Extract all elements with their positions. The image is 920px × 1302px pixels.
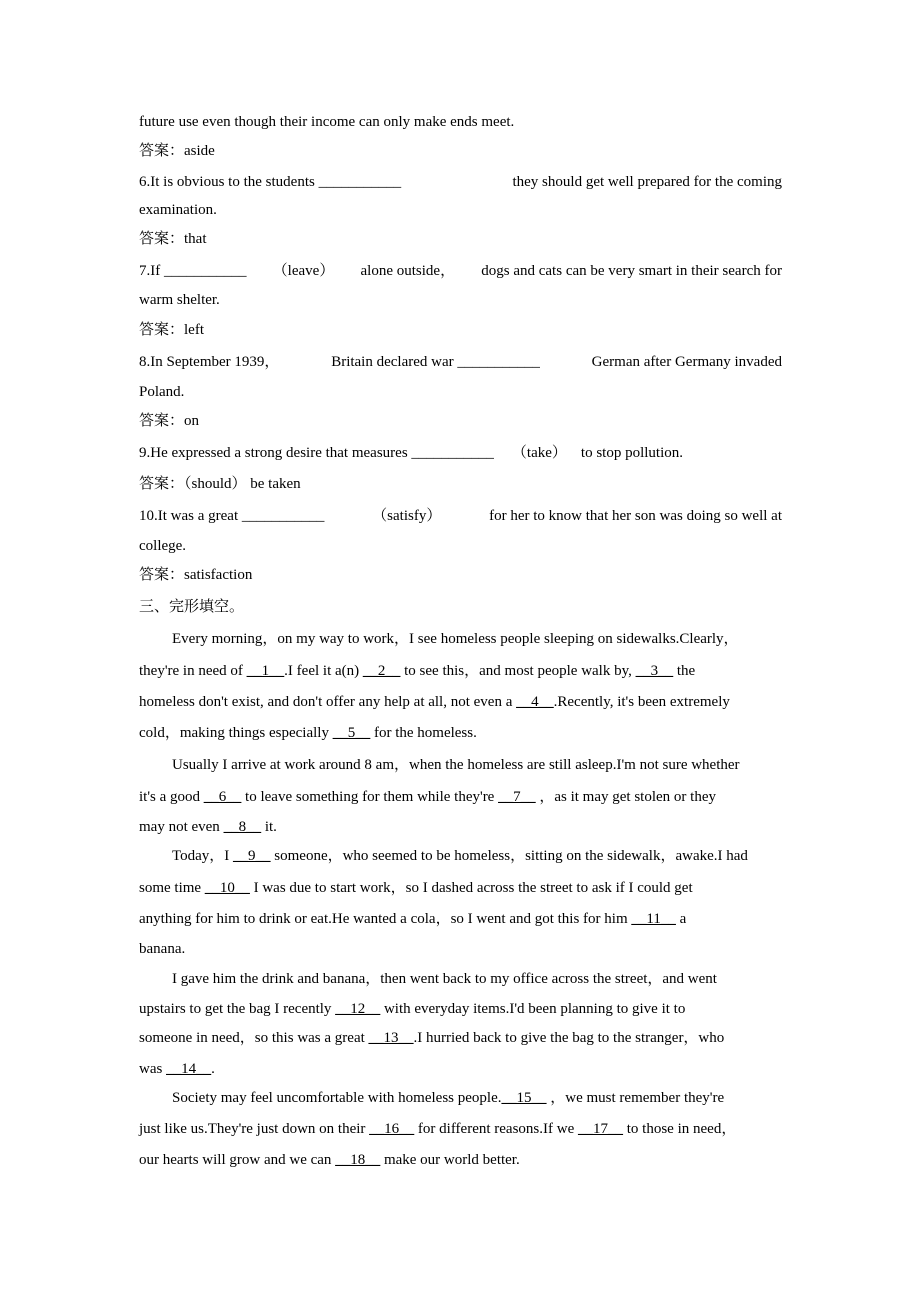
line-text: to leave something for them while they're (241, 789, 499, 805)
line-text: was (139, 1061, 167, 1077)
answer-text: 答案：left (139, 322, 204, 338)
paragraph-line (139, 817, 782, 837)
answer-line (139, 411, 782, 431)
line-text: homeless don't exist, and don't offer any help at all, not even a (139, 694, 517, 710)
line-text: Usually I arrive at work around 8 am，when the homeless are still asleep.I'm not sure whether (172, 757, 740, 773)
line-text: .Recently, it's been extremely (553, 694, 730, 710)
paragraph-line (139, 999, 782, 1019)
blank-8: __8__ (223, 819, 262, 835)
question-text: German after Germany invaded (591, 354, 782, 370)
answer-line (139, 320, 782, 340)
paragraph-line (172, 755, 782, 775)
line-text: .I feel it a(n) (284, 663, 363, 679)
blank-4: __4__ (516, 694, 554, 710)
paragraph-line (139, 1059, 782, 1079)
blank-10: __10__ (204, 880, 250, 896)
line-text: to see this，and most people walk by, (400, 663, 636, 679)
line-text: examination. (139, 202, 217, 218)
text-line (139, 290, 782, 310)
blank-6: __6__ (203, 789, 242, 805)
answer-line (139, 141, 782, 161)
line-text: I gave him the drink and banana，then went back to my office across the street，and went (172, 971, 717, 987)
blank-13: __13__ (368, 1030, 414, 1046)
line-text: it's a good (139, 789, 204, 805)
line-text: to those in need， (623, 1121, 737, 1137)
blank-18: __18__ (335, 1152, 381, 1168)
line-text: anything for him to drink or eat.He wanted a cola，so I went and got this for him (139, 911, 632, 927)
line-text: upstairs to get the bag I recently (139, 1001, 336, 1017)
blank-9: __9__ (233, 848, 271, 864)
line-text: college. (139, 538, 187, 554)
answer-text: 答案：satisfaction (139, 567, 253, 583)
question-text: dogs and cats can be very smart in their search for (481, 263, 782, 279)
paragraph-line (139, 1150, 782, 1170)
line-text: I was due to start work，so I dashed across the street to ask if I could get (249, 880, 693, 896)
blank-16: __16__ (369, 1121, 415, 1137)
paragraph-line (172, 846, 782, 866)
question-text: （satisfy） (372, 508, 442, 524)
paragraph-line (139, 939, 782, 959)
paragraph-line (139, 909, 782, 929)
blank-2: __2__ (362, 663, 401, 679)
question-text: 7.If ___________ (139, 263, 247, 279)
question-text: 6.It is obvious to the students ___________ (139, 174, 402, 190)
line-text: just like us.They're just down on their (139, 1121, 370, 1137)
line-text: Society may feel uncomfortable with homeless people. (172, 1090, 502, 1106)
text-line (139, 536, 782, 556)
answer-text: 答案：that (139, 231, 207, 247)
paragraph-line (139, 661, 782, 681)
paragraph-line (139, 1119, 782, 1139)
paragraph-line (172, 1088, 782, 1108)
answer-text: 答案：aside (139, 143, 215, 159)
line-text: they're in need of (139, 663, 247, 679)
answer-text: 答案：on (139, 413, 200, 429)
line-text: ，we must remember they're (546, 1090, 725, 1106)
question-text: to stop pollution. (580, 445, 683, 461)
question-text: Britain declared war ___________ (331, 354, 540, 370)
line-text: some time (139, 880, 205, 896)
question-8 (139, 352, 782, 372)
paragraph-line (139, 878, 782, 898)
text-line (139, 382, 782, 402)
line-text: it. (261, 819, 277, 835)
paragraph-line (172, 969, 782, 989)
paragraph-line (172, 629, 782, 649)
question-text: 9.He expressed a strong desire that measures ___________ (139, 445, 494, 461)
paragraph-line (139, 787, 782, 807)
paragraph-line (139, 692, 782, 712)
question-6 (139, 172, 782, 192)
blank-11: __11__ (631, 911, 676, 927)
line-text: for the homeless. (370, 725, 477, 741)
question-text: alone outside， (360, 263, 456, 279)
question-text: 10.It was a great ___________ (139, 508, 325, 524)
question-text: （leave） (272, 263, 335, 279)
line-text: for different reasons.If we (414, 1121, 578, 1137)
blank-15: __15__ (501, 1090, 547, 1106)
answer-line (139, 229, 782, 249)
question-7 (139, 261, 782, 281)
line-text: may not even (139, 819, 224, 835)
line-text: ，as it may get stolen or they (535, 789, 716, 805)
text-line (139, 200, 782, 220)
line-text: Every morning，on my way to work，I see homeless people sleeping on sidewalks.Clearly， (172, 631, 739, 647)
text-line (139, 112, 782, 132)
blank-7: __7__ (498, 789, 536, 805)
line-text: Today，I (172, 848, 234, 864)
blank-3: __3__ (635, 663, 674, 679)
line-text: someone in need，so this was a great (139, 1030, 369, 1046)
line-text: with everyday items.I'd been planning to give it to (380, 1001, 686, 1017)
question-9 (139, 443, 782, 463)
question-10 (139, 506, 782, 526)
blank-5: __5__ (332, 725, 371, 741)
question-text: for her to know that her son was doing so well at (489, 508, 782, 524)
line-text: someone，who seemed to be homeless，sitting on the sidewalk，awake.I had (270, 848, 748, 864)
blank-12: __12__ (335, 1001, 381, 1017)
question-text: they should get well prepared for the coming (512, 174, 782, 190)
paragraph-line (139, 723, 782, 743)
question-text: （take） (511, 445, 567, 461)
blank-17: __17__ (578, 1121, 623, 1137)
answer-line (139, 474, 782, 494)
answer-text: 答案：（should） be taken (139, 476, 301, 492)
answer-line (139, 565, 782, 585)
line-text: the (673, 663, 696, 679)
line-text: future use even though their income can only make ends meet. (139, 114, 515, 130)
line-text: cold，making things especially (139, 725, 333, 741)
line-text: warm shelter. (139, 292, 220, 308)
blank-14: __14__ (166, 1061, 212, 1077)
blank-1: __1__ (246, 663, 285, 679)
line-text: banana. (139, 941, 186, 957)
line-text: Poland. (139, 384, 185, 400)
section-title: 三、完形填空。 (139, 599, 245, 615)
line-text: .I hurried back to give the bag to the stranger，who (413, 1030, 725, 1046)
question-text: 8.In September 1939， (139, 354, 280, 370)
line-text: . (211, 1061, 215, 1077)
line-text: a (675, 911, 687, 927)
line-text: our hearts will grow and we can (139, 1152, 336, 1168)
line-text: make our world better. (380, 1152, 520, 1168)
paragraph-line (139, 1028, 782, 1048)
section-heading (139, 597, 782, 617)
